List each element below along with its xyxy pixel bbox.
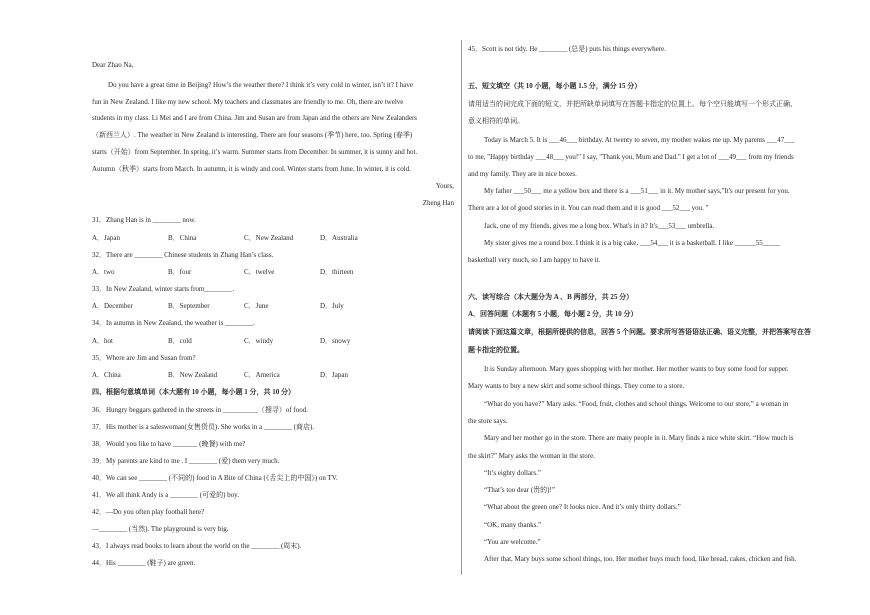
fill-item-43: 43．I always read books to learn about the world on the ________ (周末). <box>92 542 302 550</box>
option-a: A．December <box>92 302 133 310</box>
option-c: C．America <box>244 371 280 379</box>
option-c: C．windy <box>244 337 274 345</box>
story-line: “That’s too dear (贵的)!” <box>484 486 555 494</box>
option-d: D．Australia <box>320 234 358 242</box>
section-5-instruction: 意义相符的单词。 <box>468 117 524 125</box>
option-d: D．thirteen <box>320 268 354 276</box>
cloze-line: basketball very much, so I am happy to have it. <box>468 256 601 264</box>
story-line: “OK, many thanks.” <box>484 521 542 529</box>
fill-item-39: 39．My parents are kind to me . I ________ (爱) them very much. <box>92 457 280 465</box>
option-d: D．snowy <box>320 337 351 345</box>
story-line: It is Sunday afternoon. Mary goes shopping with her mother. Her mother wants to buy some food for supper. <box>484 365 789 373</box>
option-a: A．Japan <box>92 234 120 242</box>
cloze-line: to me, "Happy birthday ___48___ you!" I say, "Thank you, Mum and Dad." I get a lot of ___49___ from my friends <box>468 153 794 161</box>
question-31: 31．Zhang Han is in ________ now. <box>92 216 196 224</box>
option-c: C．New Zealand <box>244 234 294 242</box>
option-b: B．New Zealand <box>168 371 218 379</box>
option-d: D．Japan <box>320 371 348 379</box>
story-line: Mary and her mother go in the store. There are many people in it. Mary finds a nice white skirt. “How much is <box>484 434 794 442</box>
section-5-instruction: 请用适当的词完成下面的短文，并把所缺单词填写在答题卡指定的位置上。每个空只能填写一个形式正确、 <box>468 100 797 108</box>
fill-item-44: 44．His ________ (鞋子) are green. <box>92 559 196 567</box>
letter-salutation: Dear Zhao Na, <box>92 61 134 69</box>
letter-line: starts（开始）from September. In spring, it’s warm. Summer starts from December. In summer, it is sunny and hot. <box>92 148 418 156</box>
fill-item-38: 38．Would you like to have _______ (晚餐) with me? <box>92 440 246 448</box>
option-a: A．two <box>92 268 115 276</box>
question-33: 33．In New Zealand, winter starts from________. <box>92 285 235 293</box>
cloze-line: Today is March 5. It is ___46___ birthday. At twenty to seven, my mother wakes me up. My parents ___47___ <box>484 136 795 144</box>
letter-closing: Yours, <box>435 182 454 190</box>
story-line: “What do you have?” Mary asks. “Food, fruit, clothes and school things. Welcome to our store,” a woman in <box>484 400 789 408</box>
fill-item-41: 41．We all think Andy is a ________ (可爱的) boy. <box>92 491 239 499</box>
fill-item-37: 37．His mother is a saleswoman(女售货员). She works in a ________ (商店). <box>92 423 315 431</box>
column-divider <box>461 40 462 575</box>
option-b: B．China <box>168 234 197 242</box>
question-32: 32．There are ________ Chinese students in Zhang Han’s class. <box>92 251 274 259</box>
story-line: “What about the green one? It looks nice. And it’s only thirty dollars.” <box>484 503 681 511</box>
option-a: A．China <box>92 371 121 379</box>
fill-item-42: 42．—Do you often play football here? <box>92 508 205 516</box>
section-6-part-a: A．回答问题（本题有 5 小题，每小题 2 分，共 10 分） <box>468 310 638 318</box>
story-line: the store says. <box>468 417 508 425</box>
option-b: B．cold <box>168 337 192 345</box>
letter-line: Do you have a great time in Beijing? How’s the weather there? I think it’s very cold in winter, isn’t it? I have <box>108 81 413 89</box>
story-line: “You are welcome.” <box>484 538 541 546</box>
section-4-title: 四、根据句意填单词（本大题有 10 小题，每小题 1 分，共 10 分） <box>92 388 295 396</box>
section-6-title: 六、读写综合（本大题分为 A 、B 两部分，共 25 分） <box>468 293 634 301</box>
story-line: the skirt?” Mary asks the woman in the store. <box>468 452 595 460</box>
story-line: “It’s eighty dollars.” <box>484 469 541 477</box>
option-c: C．June <box>244 302 269 310</box>
section-6-instruction: 请阅读下面这篇文章，根据所提供的信息，回答 5 个问题。要求所写答语语法正确、语义完整，并把答案写在答 <box>468 328 811 336</box>
letter-line: （新西兰人）. The weather in New Zealand is interesting. There are four seasons (季节) here, too. Spring (春季) <box>92 131 413 139</box>
option-b: B．four <box>168 268 192 276</box>
fill-item-40: 40．We can see ________ (不同的) food in A Bite of China (《舌尖上的中国》) on TV. <box>92 474 338 482</box>
option-a: A．hot <box>92 337 113 345</box>
letter-line: fun in New Zealand. I like my new school. My teachers and classmates are friendly to me. Oh, there are twelve <box>92 98 404 106</box>
letter-line: Autumn（秋季）starts from March. In autumn, it is windy and cool. Winter starts from June. In winter, it is cold. <box>92 165 411 173</box>
story-line: Mary wants to buy a new skirt and some school things. They come to a store. <box>468 382 685 390</box>
option-b: B．September <box>168 302 210 310</box>
fill-item-36: 36．Hungry beggars gathered in the streets in __________（搜寻）of food. <box>92 406 308 414</box>
letter-line: students in my class. Li Mei and I are from China. Jim and Susan are from Japan and the others are New Zealanders <box>92 114 418 122</box>
section-6-instruction: 题卡指定的位置。 <box>468 346 524 354</box>
letter-signature: Zheng Han <box>422 199 454 207</box>
section-5-title: 五、短文填空（共 10 小题，每小题 1.5 分，满分 15 分） <box>468 82 642 90</box>
fill-item-45: 45．Scott is not tidy. He ________ (总是) puts his things everywhere. <box>468 45 666 53</box>
cloze-line: Jack, one of my friends, gives me a long box. What's in it? It's___53___ umbrella. <box>484 222 715 230</box>
option-d: D．July <box>320 302 344 310</box>
story-line: After that, Mary buys some school things, too. Her mother buys much food, like bread, cakes, chicken and fish. <box>484 555 797 563</box>
cloze-line: My sister gives me a round box. I think it is a big cake, ___54___ it is a basketball. I like ______55_____ <box>484 239 781 247</box>
cloze-line: and my family. They are in nice boxes. <box>468 170 577 178</box>
fill-item-42-answer: —________ (当然). The playground is very big. <box>92 525 229 533</box>
cloze-line: My father ___50___ me a yellow box and there is a ___51___ in it. My mother says,"It's our present for you. <box>484 187 790 195</box>
cloze-line: There are a lot of good stories in it. You can read them and it is good ___52___ you. " <box>468 204 709 212</box>
question-35: 35．Where are Jim and Susan from? <box>92 354 196 362</box>
option-c: C．twelve <box>244 268 275 276</box>
question-34: 34．In autumn in New Zealand, the weather is ________. <box>92 319 255 327</box>
